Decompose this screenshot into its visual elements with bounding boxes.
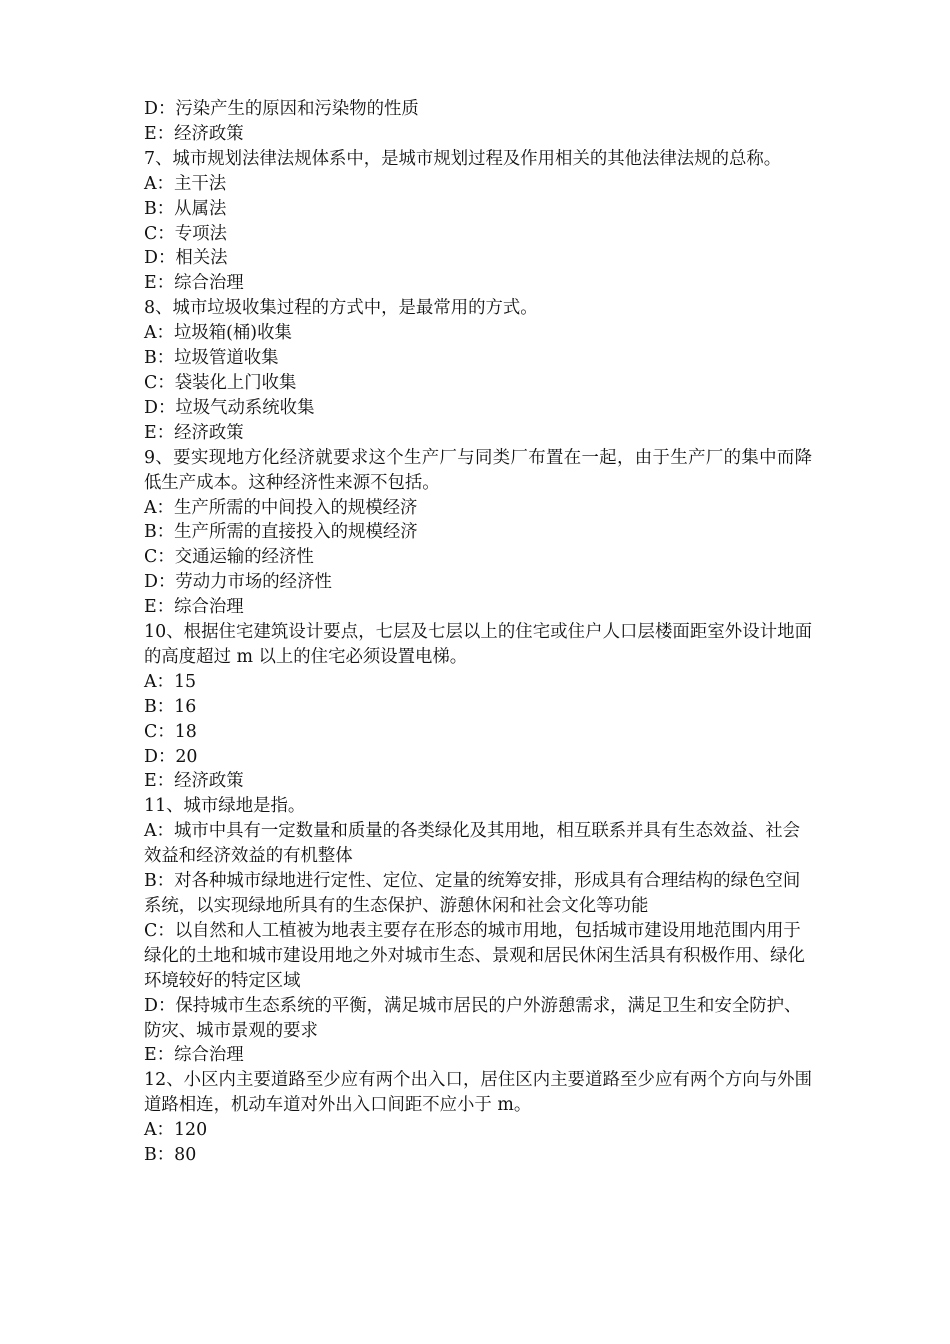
answer-option: C：18	[144, 721, 197, 742]
answer-option: B：80	[144, 1145, 197, 1166]
answer-option: B：生产所需的直接投入的规模经济	[144, 522, 418, 543]
answer-option: D：相关法	[144, 248, 228, 269]
question-text: 10、根据住宅建筑设计要点，七层及七层以上的住宅或住户人口层楼面距室外设计地面的高度超过 m 以上的住宅必须设置电梯。	[144, 622, 812, 667]
question-text: 8、城市垃圾收集过程的方式中，是最常用的方式。	[144, 298, 538, 319]
answer-option: D：污染产生的原因和污染物的性质	[144, 99, 419, 119]
answer-option: A：城市中具有一定数量和质量的各类绿化及其用地，相互联系并具有生态效益、社会效益和经济效益的有机整体	[144, 821, 801, 867]
answer-option: A：主干法	[144, 173, 227, 194]
answer-option: E：经济政策	[144, 771, 244, 792]
answer-option: D：20	[144, 746, 198, 767]
answer-option: C：袋装化上门收集	[144, 372, 297, 393]
answer-option: D：保持城市生态系统的平衡，满足城市居民的户外游憩需求，满足卫生和安全防护、防灾、城市景观的要求	[144, 995, 802, 1041]
answer-option: C：交通运输的经济性	[144, 547, 314, 568]
answer-option: C：专项法	[144, 223, 227, 244]
answer-option: E：综合治理	[144, 597, 244, 618]
question-text: 9、要实现地方化经济就要求这个生产厂与同类厂布置在一起，由于生产厂的集中而降低生产成本。这种经济性来源不包括。	[144, 447, 812, 493]
answer-option: A：15	[144, 671, 197, 692]
answer-option: E：经济政策	[144, 123, 244, 144]
answer-option: C：以自然和人工植被为地表主要存在形态的城市用地，包括城市建设用地范围内用于绿化的土地和城市建设用地之外对城市生态、景观和居民休闲生活具有积极作用、绿化环境较好的特定区域	[144, 920, 805, 991]
answer-option: B：16	[144, 696, 197, 717]
question-text: 7、城市规划法律法规体系中，是城市规划过程及作用相关的其他法律法规的总称。	[144, 148, 782, 169]
answer-option: D：垃圾气动系统收集	[144, 397, 315, 418]
answer-option: D：劳动力市场的经济性	[144, 572, 332, 593]
exam-page-content	[144, 97, 812, 1168]
question-text: 11、城市绿地是指。	[144, 796, 306, 817]
answer-option: E：综合治理	[144, 1045, 244, 1066]
answer-option: E：经济政策	[144, 422, 244, 443]
answer-option: A：生产所需的中间投入的规模经济	[144, 497, 418, 518]
question-text: 12、小区内主要道路至少应有两个出入口，居住区内主要道路至少应有两个方向与外围道路相连，机动车道对外出入口间距不应小于 m。	[144, 1070, 812, 1116]
answer-option: B：垃圾管道收集	[144, 348, 279, 369]
answer-option: B：从属法	[144, 198, 227, 219]
answer-option: E：综合治理	[144, 273, 244, 294]
answer-option: A：120	[144, 1120, 208, 1141]
answer-option: A：垃圾箱(桶)收集	[144, 323, 292, 344]
answer-option: B：对各种城市绿地进行定性、定位、定量的统筹安排，形成具有合理结构的绿色空间系统，以实现绿地所具有的生态保护、游憩休闲和社会文化等功能	[144, 871, 801, 916]
